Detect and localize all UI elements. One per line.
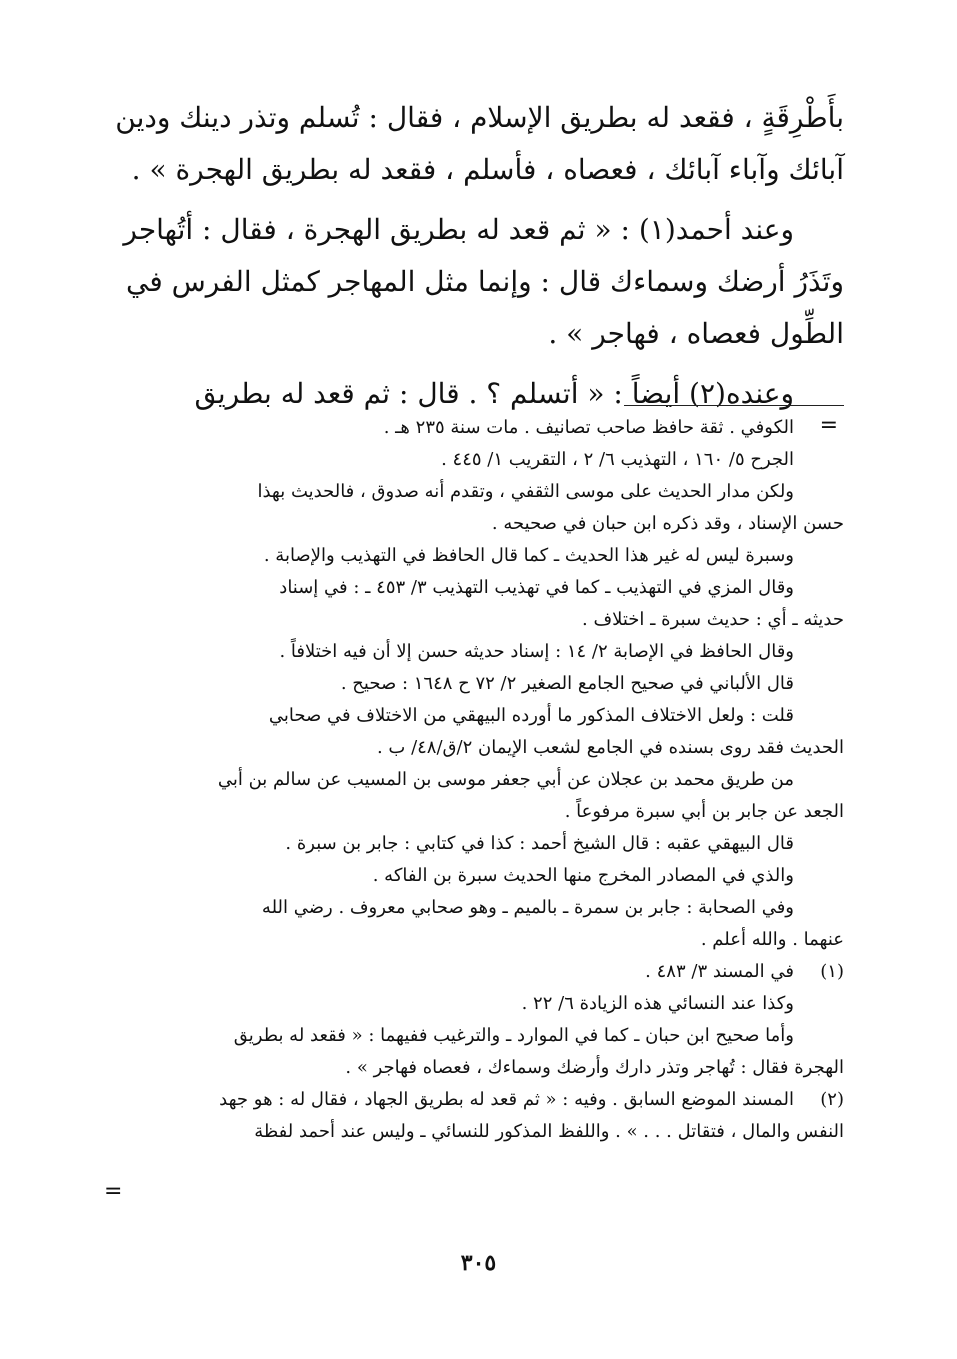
page-number: ٣٠٥ [460, 1250, 497, 1276]
footnote-1-line: وأما صحيح ابن حبان ـ كما في الموارد ـ والترغيب ففيهما : « فقعد له بطريق [233, 1025, 794, 1046]
main-line: وعند أحمد(١) : « ثم قعد له بطريق الهجرة ، فقال : أتُهاجر [123, 213, 794, 246]
footnote-1-marker: (١) [820, 961, 844, 982]
separator-rule [624, 405, 844, 406]
footnote-line: من طريق محمد بن عجلان عن أبي جعفر موسى بن المسيب عن سالم بن أبي [217, 769, 794, 790]
main-line: بأَطْرِقَةٍ ، فقعد له بطريق الإسلام ، فقال : تُسلم وتذر دينك ودين [115, 101, 844, 134]
main-line: الطِّول فعصاه ، فهاجر » . [548, 317, 844, 350]
footnote-2-line [128, 1084, 844, 1116]
footnote-line: وقال الحافظ في الإصابة ٢/ ١٤ : إسناد حديثه حسن إلا أن فيه اختلافاً . [279, 641, 794, 662]
main-line: آبائك وآباء آبائك ، فعصاه ، فأسلم ، فقعد له بطريق الهجرة » . [131, 153, 844, 186]
footnote-line: الجرح ٥/ ١٦٠ ، التهذيب ٦/ ٢ ، التقريب ١/ ٤٤٥ . [441, 449, 794, 470]
footnote-1-line: الهجرة فقال : تُهاجر وتذر دارك وأرضك وسماءك ، فعصاه فهاجر » . [345, 1057, 844, 1078]
continuation-mark-start: = [819, 413, 838, 438]
footnote-line: عنهما . والله أعلم . [700, 929, 844, 950]
footnote-line: والذي في المصادر المخرج منها الحديث سبرة بن الفاكه . [372, 865, 794, 886]
footnote-1-line [128, 956, 844, 988]
footnote-line: الجعد عن جابر بن أبي سبرة مرفوعاً . [564, 801, 844, 822]
footnote-line: وسبرة ليس له غير هذا الحديث ـ كما قال الحافظ في التهذيب والإصابة . [263, 545, 794, 566]
footnote-line: قال البيهقي عقبه : قال الشيخ أحمد : كذا في كتابي : جابر بن سبرة . [285, 833, 794, 854]
footnote-line: ولكن مدار الحديث على موسى الثقفي ، وتقدم أنه صدوق ، فالحديث بهذا [257, 481, 794, 502]
footnote-line: حديثه ـ أي : حديث سبرة ـ اختلاف . [582, 609, 844, 630]
footnote-2-text: المسند الموضع السابق . وفيه : « ثم قعد له بطريق الجهاد ، فقال له : هو جهد [219, 1089, 794, 1110]
main-line: وعنده(٢) أيضاً : « أتسلم ؟ . قال : ثم قعد له بطريق [194, 377, 794, 410]
main-text [115, 92, 844, 420]
footnote-1-text: في المسند ٣/ ٤٨٣ . [645, 961, 794, 982]
footnote-line: قال الألباني في صحيح الجامع الصغير ٢/ ٧٢ ح ١٦٤٨ : صحيح . [340, 673, 794, 694]
footnote-2-marker: (٢) [820, 1089, 844, 1110]
footnote-line: حسن الإسناد ، وقد ذكره ابن حبان في صحيحه . [491, 513, 844, 534]
main-line: وتَذَرُ أرضك وسماءك قال : وإنما مثل المهاجر كمثل الفرس في [125, 265, 844, 298]
footnote-2-line: النفس والمال ، فتقاتل . . . » . واللفظ المذكور للنسائي ـ وليس عند أحمد لفظة [254, 1121, 844, 1142]
continuation-mark-end: = [104, 1179, 123, 1204]
footnote-line: وقال المزي في التهذيب ـ كما في تهذيب التهذيب ٣/ ٤٥٣ ـ : في إسناد [279, 577, 794, 598]
footnote-line: وفي الصحابة : جابر بن سمرة ـ بالميم ـ وهو صحابي معروف . رضي الله [261, 897, 794, 918]
footnote-line: الكوفي . ثقة حافظ صاحب تصانيف . مات سنة ٢٣٥ هـ . [383, 417, 794, 438]
footnote-line: قلت : ولعل الاختلاف المذكور ما أورده البيهقي من الاختلاف في صحابي [268, 705, 794, 726]
footnotes [128, 412, 844, 1148]
footnote-1-line: وكذا عند النسائي هذه الزيادة ٦/ ٢٢ . [521, 993, 794, 1014]
footnote-line: الحديث فقد روى بسنده في الجامع لشعب الإيمان ٢/ق/٤٨/ ب . [376, 737, 844, 758]
